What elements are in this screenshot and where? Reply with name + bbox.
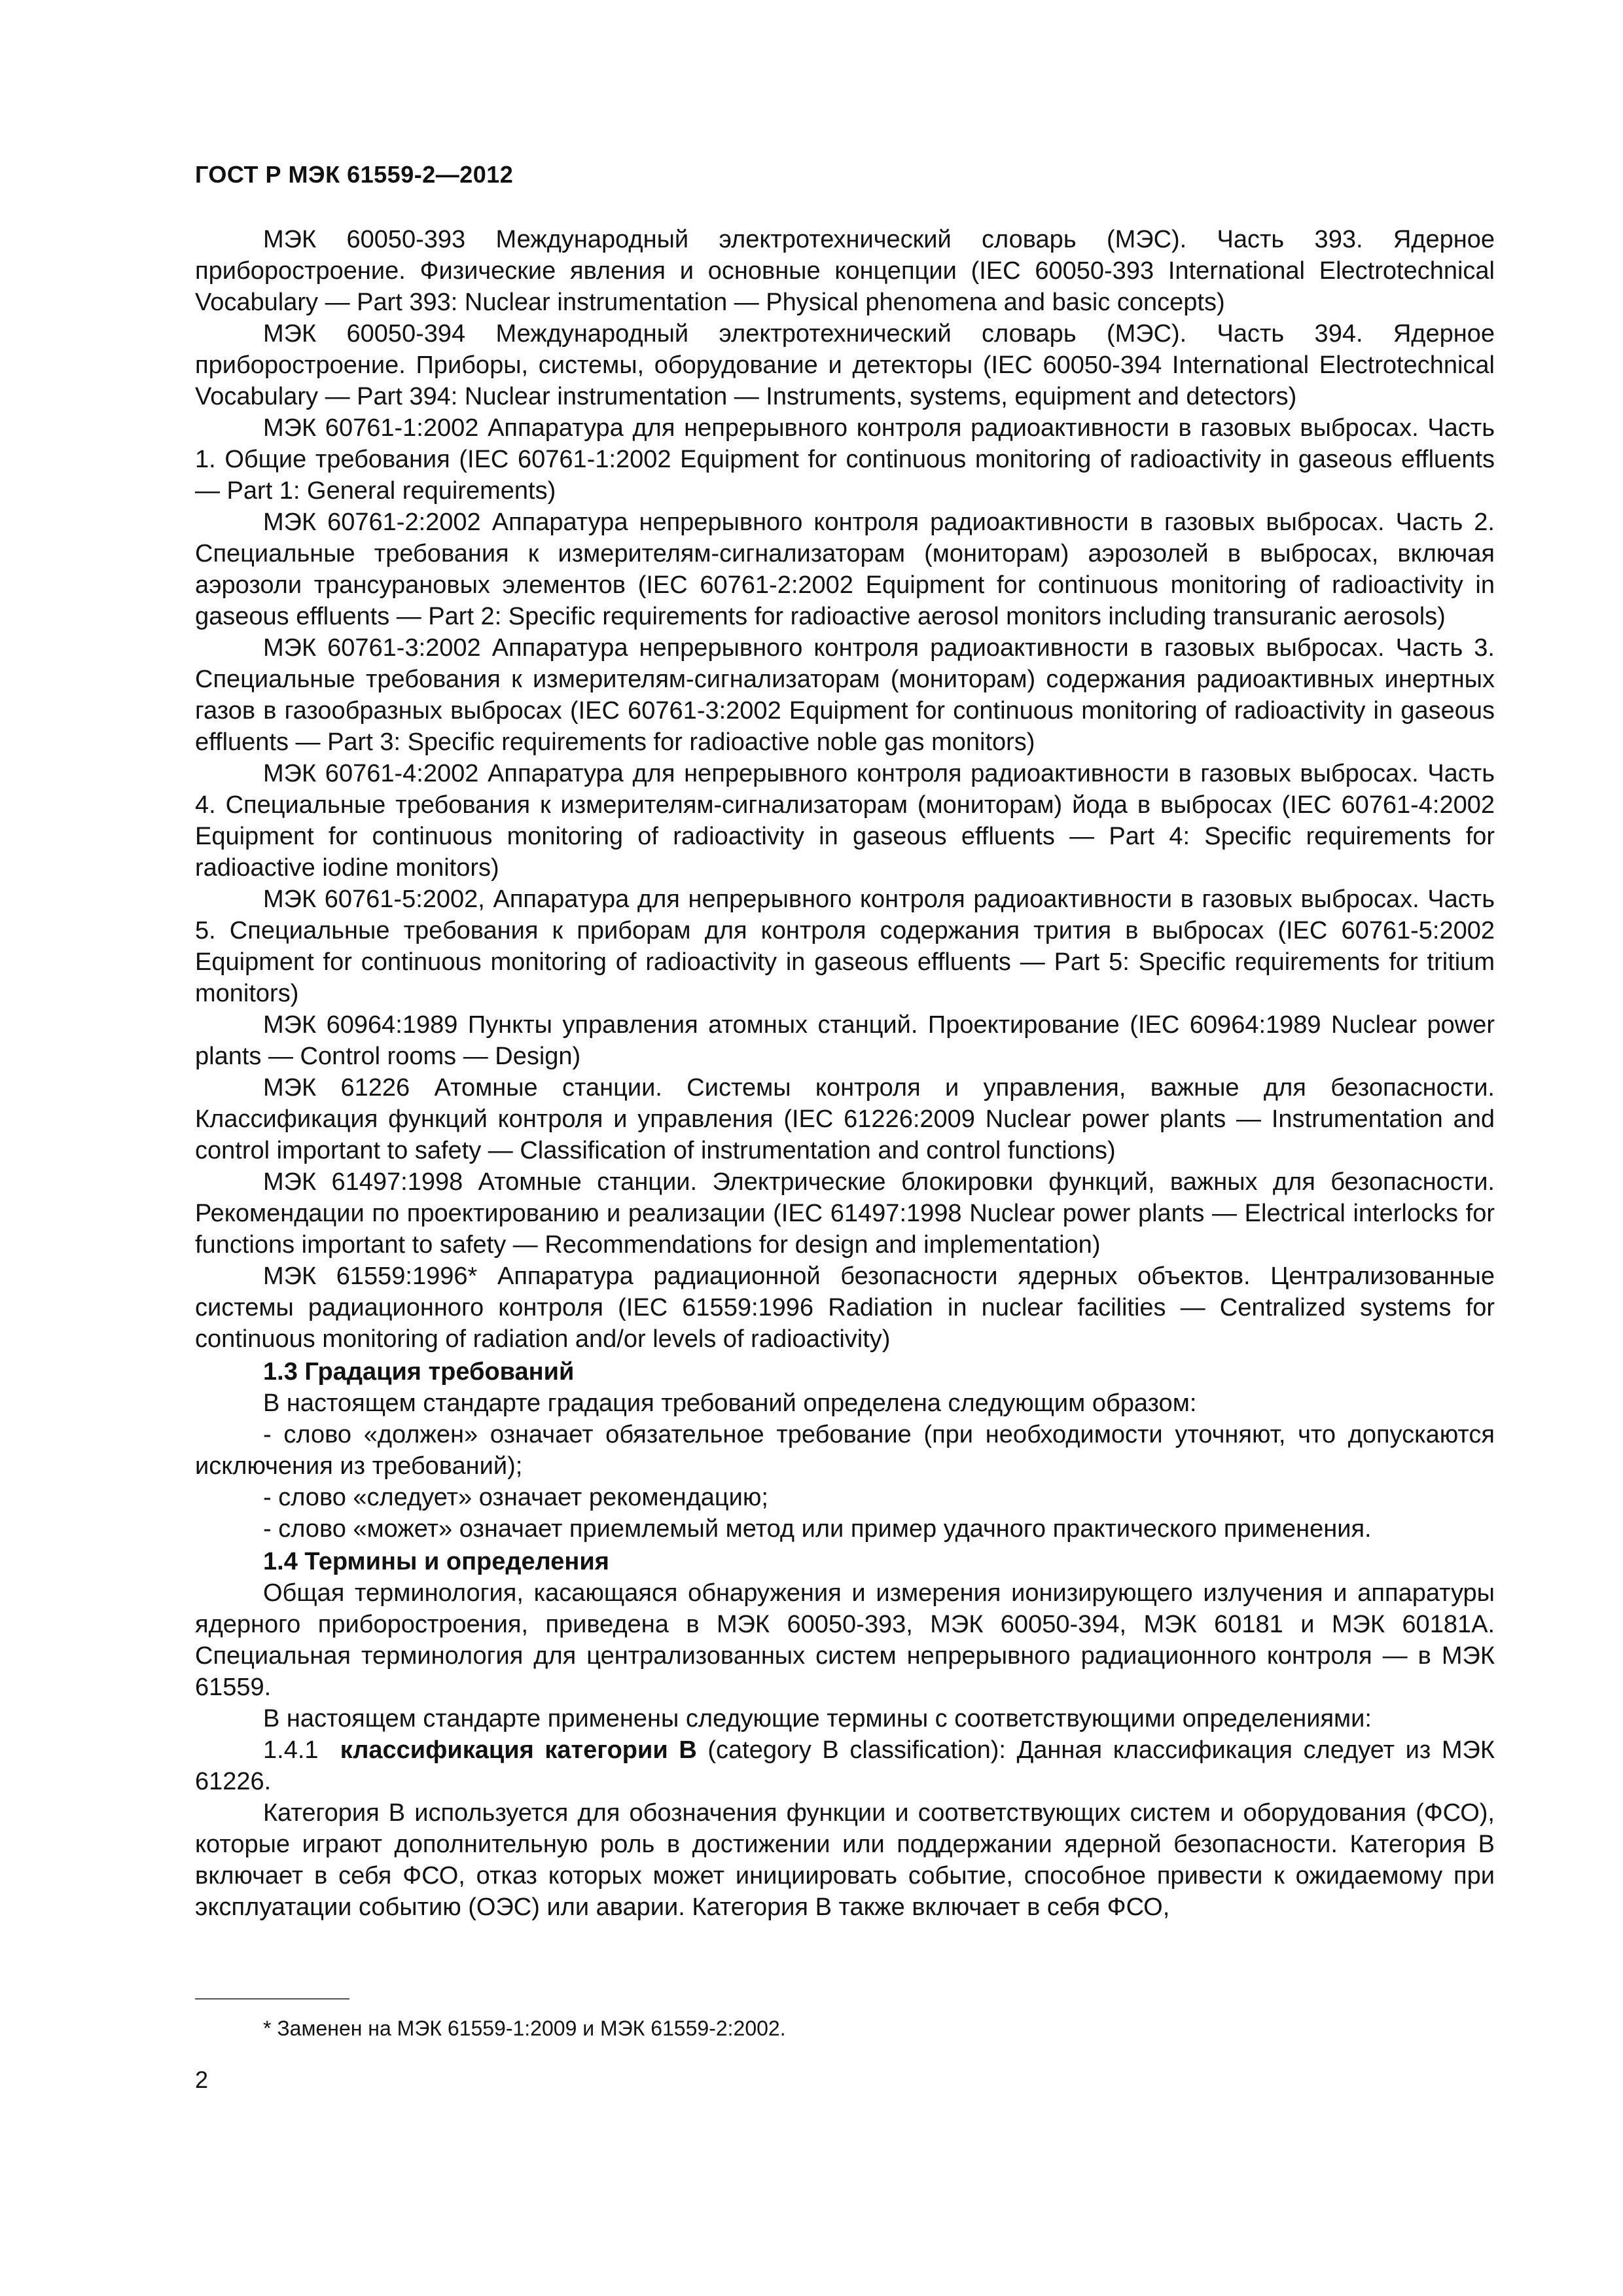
reference-entry: МЭК 61497:1998 Атомные станции. Электрические блокировки функций, важных для безопасности. Рекомендации по проектированию и реализации (IEC 61497:1998 Nuclear power plants — Electrical interlocks for functions important to safety — Recommendations for design and implementation)	[195, 1168, 1495, 1259]
section-1-4-paragraph: Категория В используется для обозначения функции и соответствующих систем и оборудования (ФСО), которые играют дополнительную роль в достижении или поддержании ядерной безопасности. Категория В включает в себя ФСО, отказ которых может инициировать событие, способное привести к ожидаемому при эксплуатации событию (ОЭС) или аварии. Категория В также включает в себя ФСО,	[195, 1799, 1495, 1921]
term-number: 1.4.1	[263, 1736, 319, 1764]
list-item: - слово «следует» означает рекомендацию;	[263, 1484, 768, 1511]
footnote-separator	[195, 1998, 349, 2000]
footnote: * Заменен на МЭК 61559-1:2009 и МЭК 61559-2:2002.	[263, 2017, 786, 2040]
section-1-3-intro: В настоящем стандарте градация требований определена следующим образом:	[263, 1390, 1197, 1417]
standard-header: ГОСТ Р МЭК 61559-2—2012	[195, 161, 514, 188]
reference-entry: МЭК 60761-3:2002 Аппаратура непрерывного контроля радиоактивности в газовых выбросах. Часть 3. Специальные требования к измерителям-сигнализаторам (мониторам) содержания радиоактивных инертных газов в газообразных выбросах (IEC 60761-3:2002 Equipment for continuous monitoring of radioactivity in gaseous effluents — Part 3: Specific requirements for radioactive noble gas monitors)	[195, 634, 1495, 756]
reference-entry: МЭК 60761-2:2002 Аппаратура непрерывного контроля радиоактивности в газовых выбросах. Часть 2. Специальные требования к измерителям-сигнализаторам (мониторам) аэрозолей в выбросах, включая аэрозоли трансурановых элементов (IEC 60761-2:2002 Equipment for continuous monitoring of radioactivity in gaseous effluents — Part 2: Specific requirements for radioactive aerosol monitors including transuranic aerosols)	[195, 509, 1495, 630]
section-1-4-paragraph: Общая терминология, касающаяся обнаружения и измерения ионизирующего излучения и аппаратуры ядерного приборостроения, приведена в МЭК 60050-393, МЭК 60050-394, МЭК 60181 и МЭК 60181А. Специальная терминология для централизованных систем непрерывного радиационного контроля — в МЭК 61559.	[195, 1579, 1495, 1701]
reference-entry: МЭК 60761-1:2002 Аппаратура для непрерывного контроля радиоактивности в газовых выбросах. Часть 1. Общие требования (IEC 60761-1:2002 Equipment for continuous monitoring of radioactivity in gaseous effluents — Part 1: General requirements)	[195, 414, 1495, 505]
reference-entry: МЭК 60761-5:2002, Аппаратура для непрерывного контроля радиоактивности в газовых выбросах. Часть 5. Специальные требования к приборам для контроля содержания трития в выбросах (IEC 60761-5:2002 Equipment for continuous monitoring of radioactivity in gaseous effluents — Part 5: Specific requirements for tritium monitors)	[195, 886, 1495, 1007]
body-text	[195, 224, 1495, 1923]
section-heading-1-4: 1.4 Термины и определения	[263, 1548, 609, 1575]
reference-entry: МЭК 61559:1996* Аппаратура радиационной безопасности ядерных объектов. Централизованные системы радиационного контроля (IEC 61559:1996 Radiation in nuclear facilities — Centralized systems for continuous monitoring of radiation and/or levels of radioactivity)	[195, 1263, 1495, 1353]
list-item: - слово «должен» означает обязательное требование (при необходимости уточняют, что допускаются исключения из требований);	[195, 1421, 1495, 1480]
reference-entry: МЭК 61226 Атомные станции. Системы контроля и управления, важные для безопасности. Классификация функций контроля и управления (IEC 61226:2009 Nuclear power plants — Instrumentation and control important to safety — Classification of instrumentation and control functions)	[195, 1074, 1495, 1164]
term-name: классификация категории В	[340, 1736, 697, 1764]
section-heading-1-3: 1.3 Градация требований	[263, 1358, 575, 1386]
term-definition-text: (category B classification): Данная классификация следует из МЭК 61226.	[195, 1736, 1495, 1795]
requirements-gradation-list	[195, 1419, 1495, 1545]
reference-entry: МЭК 60964:1989 Пункты управления атомных станций. Проектирование (IEC 60964:1989 Nuclear power plants — Control rooms — Design)	[195, 1011, 1495, 1070]
page-number: 2	[195, 2066, 209, 2093]
list-item: - слово «может» означает приемлемый метод или пример удачного практического применения.	[263, 1515, 1372, 1543]
reference-entry: МЭК 60050-393 Международный электротехнический словарь (МЭС). Часть 393. Ядерное приборостроение. Физические явления и основные концепции (IEC 60050-393 International Electrotechnical Vocabulary — Part 393: Nuclear instrumentation — Physical phenomena and basic concepts)	[195, 226, 1495, 316]
reference-entry: МЭК 60050-394 Международный электротехнический словарь (МЭС). Часть 394. Ядерное приборостроение. Приборы, системы, оборудование и детекторы (IEC 60050-394 International Electrotechnical Vocabulary — Part 394: Nuclear instrumentation — Instruments, systems, equipment and detectors)	[195, 320, 1495, 410]
section-1-4-paragraph: В настоящем стандарте применены следующие термины с соответствующими определениями:	[263, 1705, 1372, 1732]
reference-entry: МЭК 60761-4:2002 Аппаратура для непрерывного контроля радиоактивности в газовых выбросах. Часть 4. Специальные требования к измерителям-сигнализаторам (мониторам) йода в выбросах (IEC 60761-4:2002 Equipment for continuous monitoring of radioactivity in gaseous effluents — Part 4: Specific requirements for radioactive iodine monitors)	[195, 760, 1495, 882]
term-definition-1-4-1	[195, 1734, 1495, 1797]
